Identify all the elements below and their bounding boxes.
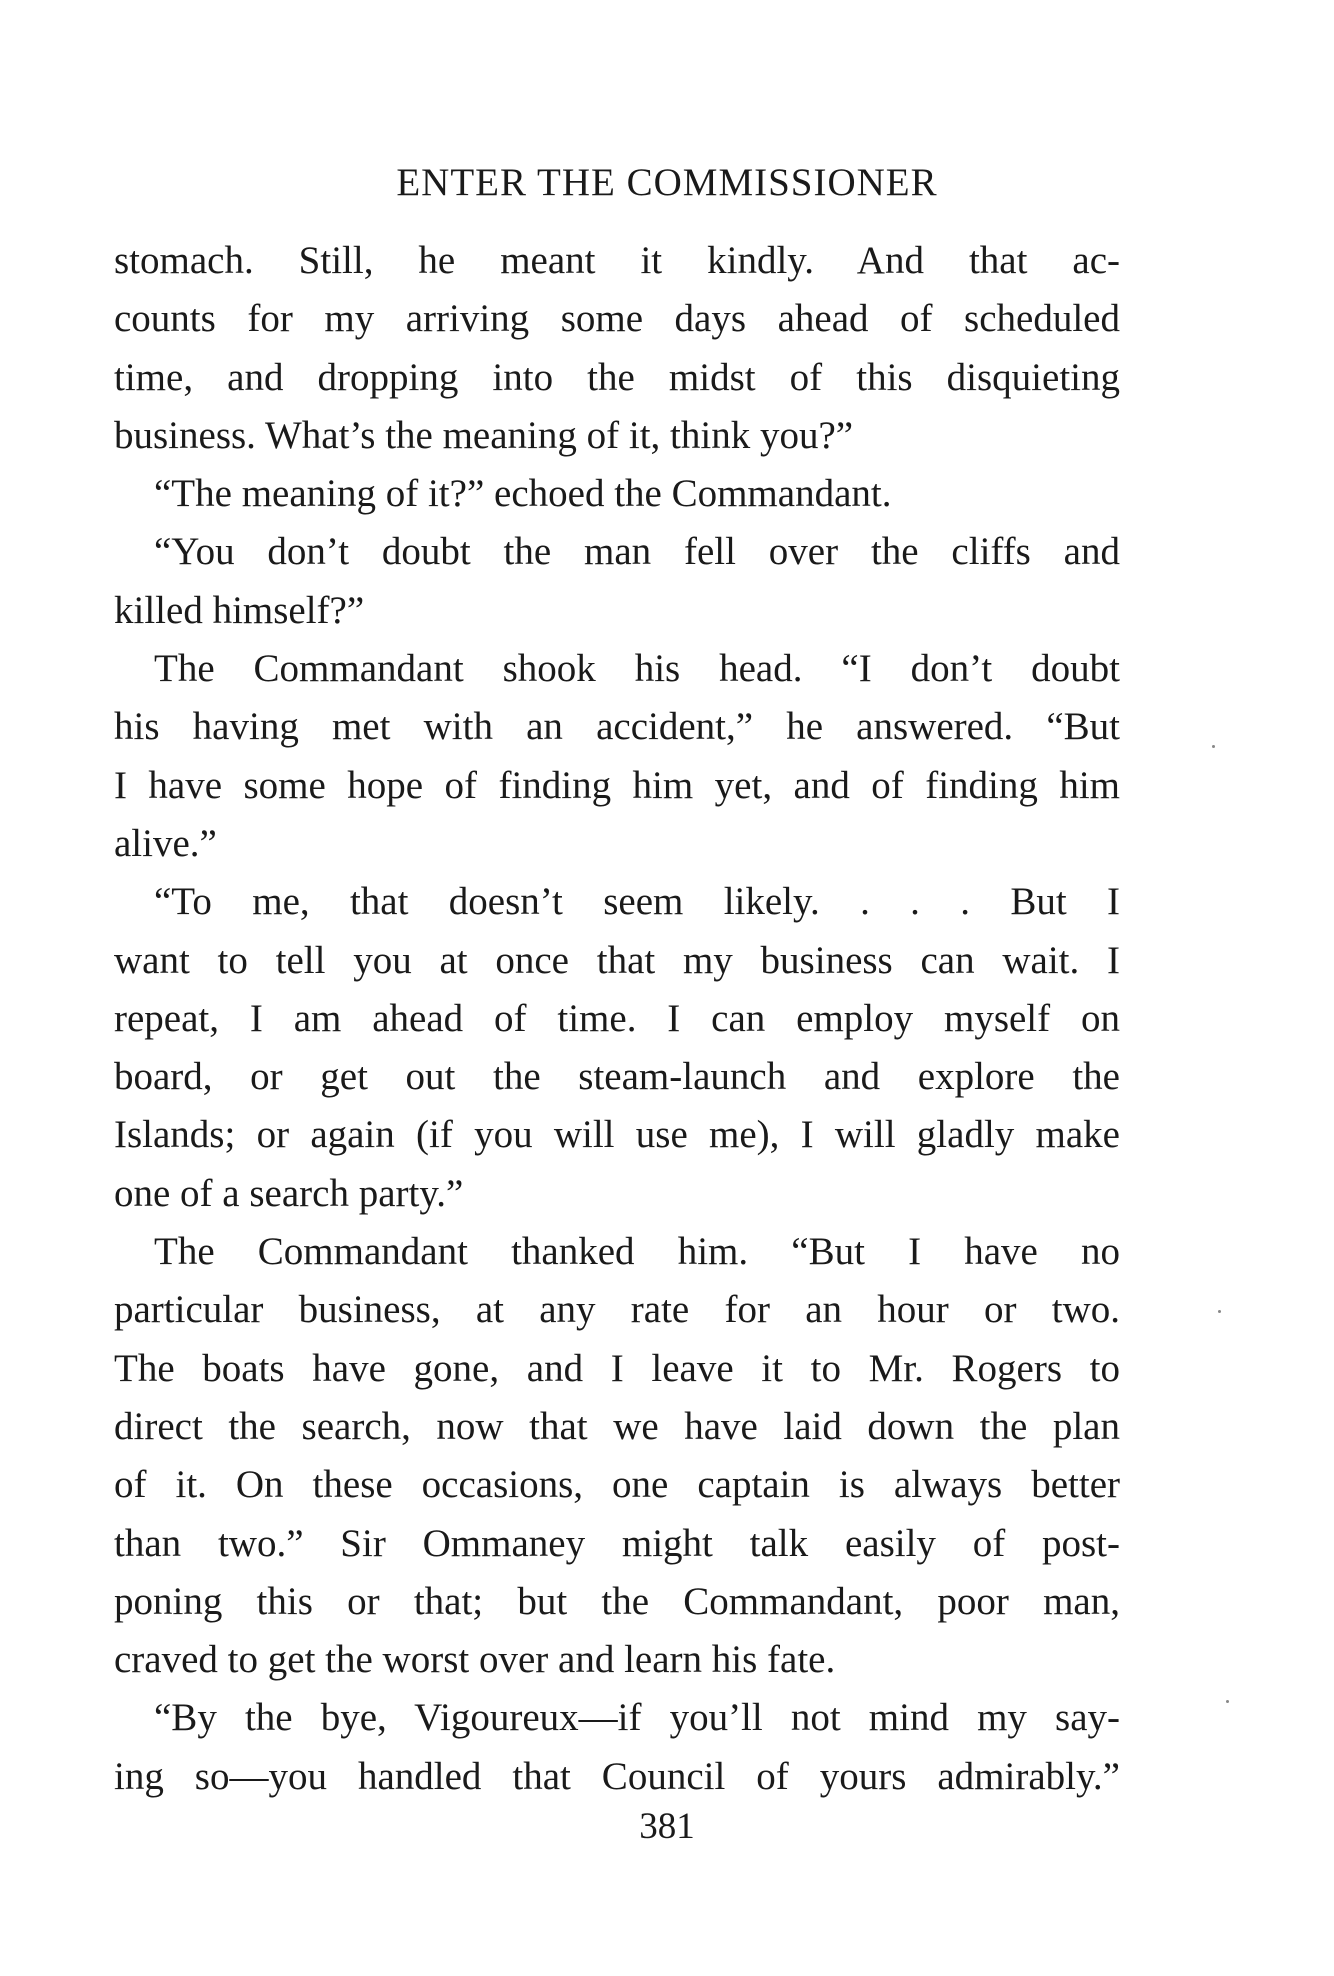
text-line: The boats have gone, and I leave it to Mr. Rogers to xyxy=(114,1346,1120,1390)
text-line: I have some hope of finding him yet, and of finding him xyxy=(114,763,1120,807)
page-number: 381 xyxy=(639,1806,695,1847)
text-line: “The meaning of it?” echoed the Commandant. xyxy=(154,472,892,516)
text-line: his having met with an accident,” he answered. “But xyxy=(114,705,1120,749)
text-line: “By the bye, Vigoureux—if you’ll not mind my say- xyxy=(154,1696,1120,1740)
text-line: than two.” Sir Ommaney might talk easily of post- xyxy=(114,1521,1120,1565)
text-line: “To me, that doesn’t seem likely. . . . But I xyxy=(154,880,1120,924)
text-line: time, and dropping into the midst of this disquieting xyxy=(114,355,1120,399)
text-line: craved to get the worst over and learn his fate. xyxy=(114,1638,836,1682)
text-line: killed himself?” xyxy=(114,588,365,632)
text-line: repeat, I am ahead of time. I can employ myself on xyxy=(114,996,1120,1040)
scan-speck xyxy=(1218,1310,1221,1313)
text-line: alive.” xyxy=(114,821,217,865)
text-line: want to tell you at once that my business can wait. I xyxy=(114,938,1120,982)
text-line: of it. On these occasions, one captain is always better xyxy=(114,1463,1120,1507)
text-line: direct the search, now that we have laid down the plan xyxy=(114,1404,1120,1448)
scan-speck xyxy=(1212,745,1215,748)
text-line: counts for my arriving some days ahead of scheduled xyxy=(114,297,1120,341)
text-line: board, or get out the steam-launch and explore the xyxy=(114,1055,1120,1099)
body-text xyxy=(114,232,1120,1806)
running-head: ENTER THE COMMISSIONER xyxy=(396,161,938,204)
text-line: business. What’s the meaning of it, think you?” xyxy=(114,413,854,457)
text-line: one of a search party.” xyxy=(114,1171,464,1215)
text-line: The Commandant shook his head. “I don’t doubt xyxy=(154,647,1120,691)
text-line: ing so—you handled that Council of yours admirably.” xyxy=(114,1754,1120,1798)
scan-speck xyxy=(1226,1700,1229,1703)
text-line: stomach. Still, he meant it kindly. And that ac- xyxy=(114,239,1120,282)
text-line: “You don’t doubt the man fell over the cliffs and xyxy=(154,530,1120,574)
text-line: particular business, at any rate for an hour or two. xyxy=(114,1288,1120,1332)
text-line: poning this or that; but the Commandant, poor man, xyxy=(114,1579,1120,1623)
text-line: Islands; or again (if you will use me), I will gladly make xyxy=(114,1113,1120,1157)
text-line: The Commandant thanked him. “But I have no xyxy=(154,1230,1120,1274)
